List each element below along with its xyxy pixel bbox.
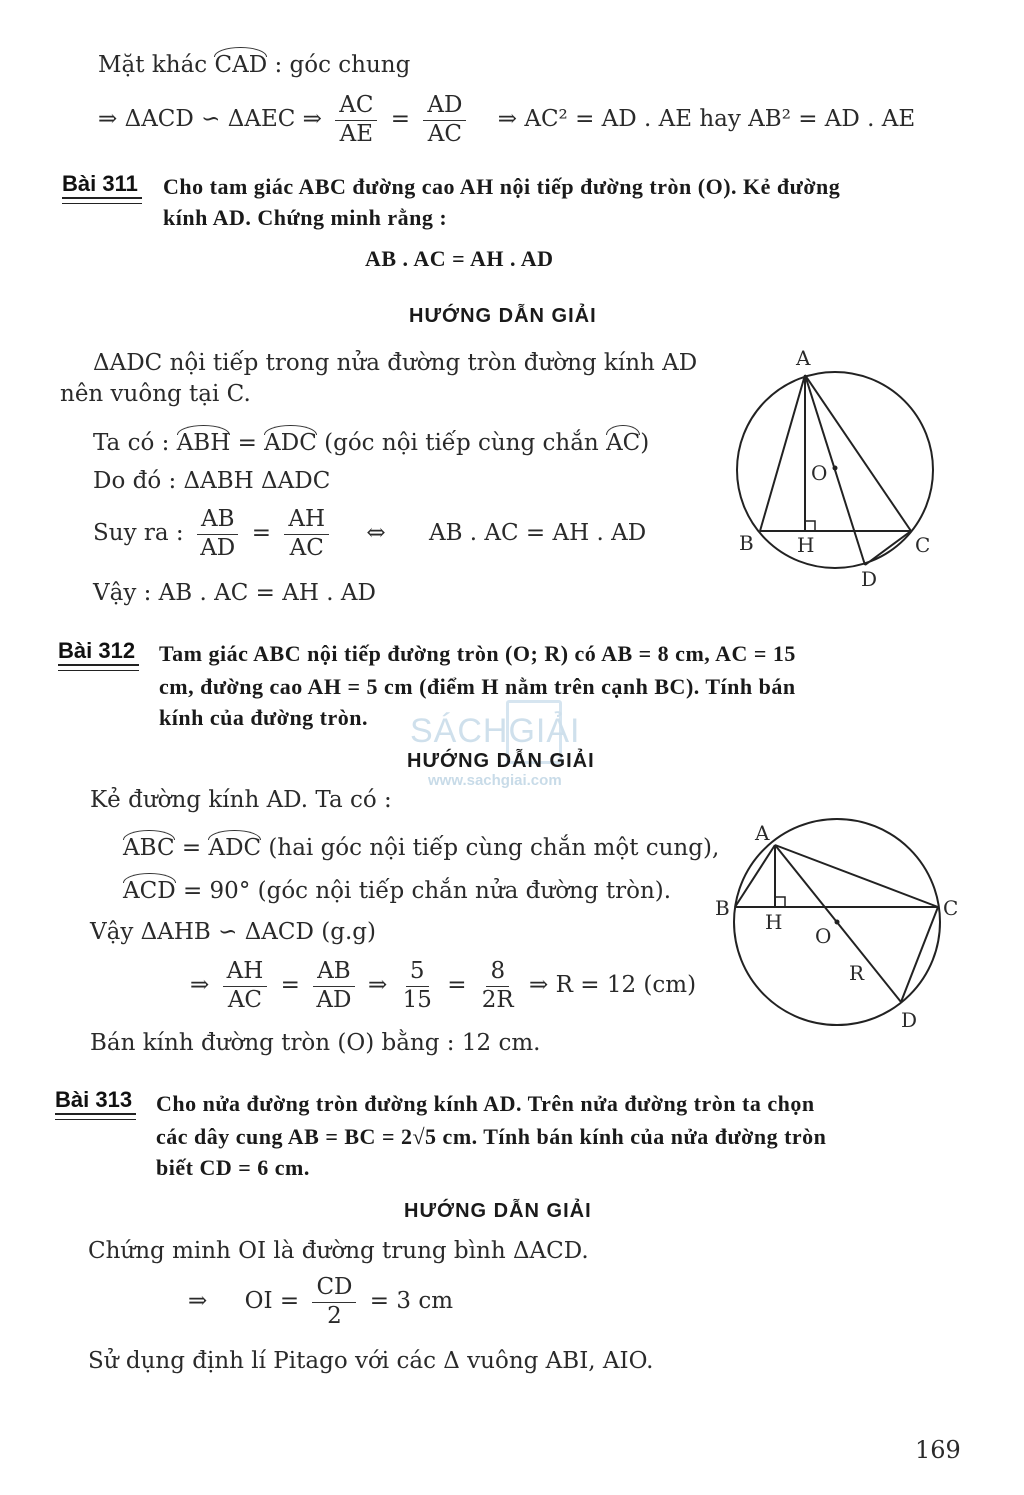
numerator: AH (284, 506, 329, 535)
arc-abh: ABH (176, 430, 231, 456)
fraction (197, 506, 239, 562)
text: Mặt khác (98, 52, 215, 78)
numerator: CD (312, 1274, 356, 1303)
text: AB . AC = AH . AD (428, 520, 647, 547)
solution-313-line1: Chứng minh OI là đường trung bình ΔACD. (88, 1238, 589, 1264)
text: (hai góc nội tiếp cùng chắn một cung), (261, 835, 720, 861)
point-label-d: D (861, 567, 878, 591)
fraction (423, 92, 466, 148)
text: ⇒ R = 12 (cm) (529, 972, 697, 999)
numerator: AH (223, 958, 268, 987)
fraction (284, 506, 329, 562)
problem-312-line1: Tam giác ABC nội tiếp đường tròn (O; R) có AB = 8 cm, AC = 15 (159, 641, 796, 666)
watermark-title: SÁCHGIẢI (410, 712, 581, 750)
equals: = (251, 520, 272, 547)
exercise-label-313: Bài 313 (55, 1087, 133, 1112)
solution-311-line6: Vậy : AB . AC = AH . AD (93, 580, 376, 606)
exercise-label-311: Bài 311 (62, 171, 138, 196)
text: : góc chung (267, 52, 411, 78)
point-label-c: C (915, 533, 931, 557)
solution-312-line2 (123, 835, 719, 861)
text: OI = (244, 1288, 300, 1315)
solution-312-line1: Kẻ đường kính AD. Ta có : (90, 787, 392, 813)
arc-acd: ACD (123, 878, 176, 904)
point-label-a: A (755, 821, 770, 845)
numerator: 5 (406, 958, 429, 987)
watermark-url: www.sachgiai.com (428, 772, 562, 789)
numerator: 8 (486, 958, 509, 987)
continuation-line-2 (98, 92, 915, 148)
equals: = (390, 106, 411, 133)
segment-dc (901, 907, 938, 1002)
point-label-a: A (796, 346, 811, 370)
numerator: AB (313, 958, 355, 987)
point-label-o: O (815, 924, 832, 948)
equals: = (280, 972, 300, 999)
solution-313-line3: Sử dụng định lí Pitago với các Δ vuông ABI, AIO. (88, 1348, 654, 1374)
text: Suy ra : (93, 520, 184, 547)
arrow: ⇒ (368, 972, 388, 999)
denominator: AC (289, 534, 324, 561)
denominator: 2 (327, 1302, 342, 1329)
right-angle-mark (805, 521, 815, 531)
point-label-b: B (739, 531, 754, 555)
numerator: AD (423, 92, 466, 121)
figure-311 (725, 340, 955, 600)
fraction (223, 958, 268, 1014)
page-number: 169 (915, 1436, 961, 1464)
solution-313-line2 (188, 1274, 453, 1330)
point-label-o: O (811, 461, 828, 485)
solution-heading-311: HƯỚNG DẪN GIẢI (409, 305, 597, 327)
solution-311-line3 (93, 430, 649, 456)
solution-312-line6: Bán kính đường tròn (O) bằng : 12 cm. (90, 1030, 541, 1056)
problem-313-line3: biết CD = 6 cm. (156, 1155, 310, 1180)
equals: = (447, 972, 467, 999)
point-label-h: H (797, 533, 815, 557)
text: ) (640, 430, 650, 456)
point-label-c: C (943, 896, 959, 920)
side-ac (805, 375, 911, 531)
exercise-label-312: Bài 312 (58, 638, 136, 663)
solution-311-line2: nên vuông tại C. (60, 381, 251, 407)
fraction (480, 958, 516, 1014)
point-label-r: R (849, 961, 865, 985)
side-ab (735, 845, 775, 907)
solution-heading-313: HƯỚNG DẪN GIẢI (404, 1200, 592, 1222)
right-angle-mark (775, 897, 785, 907)
arc-abc: ABC (123, 835, 175, 861)
watermark (410, 700, 620, 795)
arc-ac: AC (606, 430, 641, 456)
denominator: AC (227, 986, 263, 1013)
text: = (174, 835, 209, 861)
text: ⇒ AC² = AD . AE hay AB² = AD . AE (497, 106, 916, 133)
point-label-d: D (901, 1008, 918, 1032)
arrow: ⇒ (190, 972, 210, 999)
solution-311-line5 (93, 506, 646, 562)
arc-adc: ADC (208, 835, 262, 861)
denominator: 15 (402, 986, 432, 1013)
text: (góc nội tiếp cùng chắn (316, 430, 607, 456)
fraction (335, 92, 377, 148)
problem-311-line2: kính AD. Chứng minh rằng : (163, 205, 448, 230)
figure-312 (705, 815, 965, 1040)
arc-cad: CAD (214, 52, 268, 78)
solution-311-line4: Do đó : ΔABH ΔADC (93, 468, 331, 494)
problem-313-line1: Cho nửa đường tròn đường kính AD. Trên nửa đường tròn ta chọn (156, 1091, 815, 1116)
solution-312-line5 (190, 958, 696, 1014)
denominator: AC (427, 120, 463, 147)
denominator: AD (316, 986, 352, 1013)
problem-312-line3: kính của đường tròn. (159, 705, 368, 730)
arrow: ⇒ (188, 1288, 208, 1315)
center-dot (833, 466, 838, 471)
numerator: AB (197, 506, 239, 535)
iff: ⇔ (366, 520, 386, 547)
denominator: AE (339, 120, 374, 147)
problem-313-line2: các dây cung AB = BC = 2√5 cm. Tính bán kính của nửa đường tròn (156, 1124, 827, 1149)
problem-312-line2: cm, đường cao AH = 5 cm (điểm H nằm trên cạnh BC). Tính bán (159, 674, 796, 699)
numerator: AC (335, 92, 377, 121)
solution-312-line4: Vậy ΔAHB ∽ ΔACD (g.g) (90, 919, 376, 945)
problem-311-formula: AB . AC = AH . AD (365, 246, 554, 271)
text: = (230, 430, 265, 456)
point-label-b: B (715, 896, 730, 920)
center-dot (835, 920, 840, 925)
text: ⇒ ΔACD ∽ ΔAEC ⇒ (98, 106, 322, 133)
solution-312-line3 (123, 878, 671, 904)
continuation-line-1 (98, 52, 410, 78)
text: Ta có : (93, 430, 177, 456)
text: = 3 cm (369, 1288, 454, 1315)
fraction (313, 958, 355, 1014)
segment-dc (865, 531, 911, 565)
fraction (312, 1274, 356, 1330)
denominator: 2R (481, 986, 514, 1013)
fraction (401, 958, 434, 1014)
arc-adc: ADC (264, 430, 317, 456)
solution-heading-312: HƯỚNG DẪN GIẢI (407, 750, 595, 772)
denominator: AD (200, 534, 236, 561)
text: = 90° (góc nội tiếp chắn nửa đường tròn). (175, 878, 672, 904)
solution-311-line1: ΔADC nội tiếp trong nửa đường tròn đường kính AD (93, 350, 698, 376)
problem-311-line1: Cho tam giác ABC đường cao AH nội tiếp đường tròn (O). Kẻ đường (163, 174, 841, 199)
point-label-h: H (765, 910, 783, 934)
